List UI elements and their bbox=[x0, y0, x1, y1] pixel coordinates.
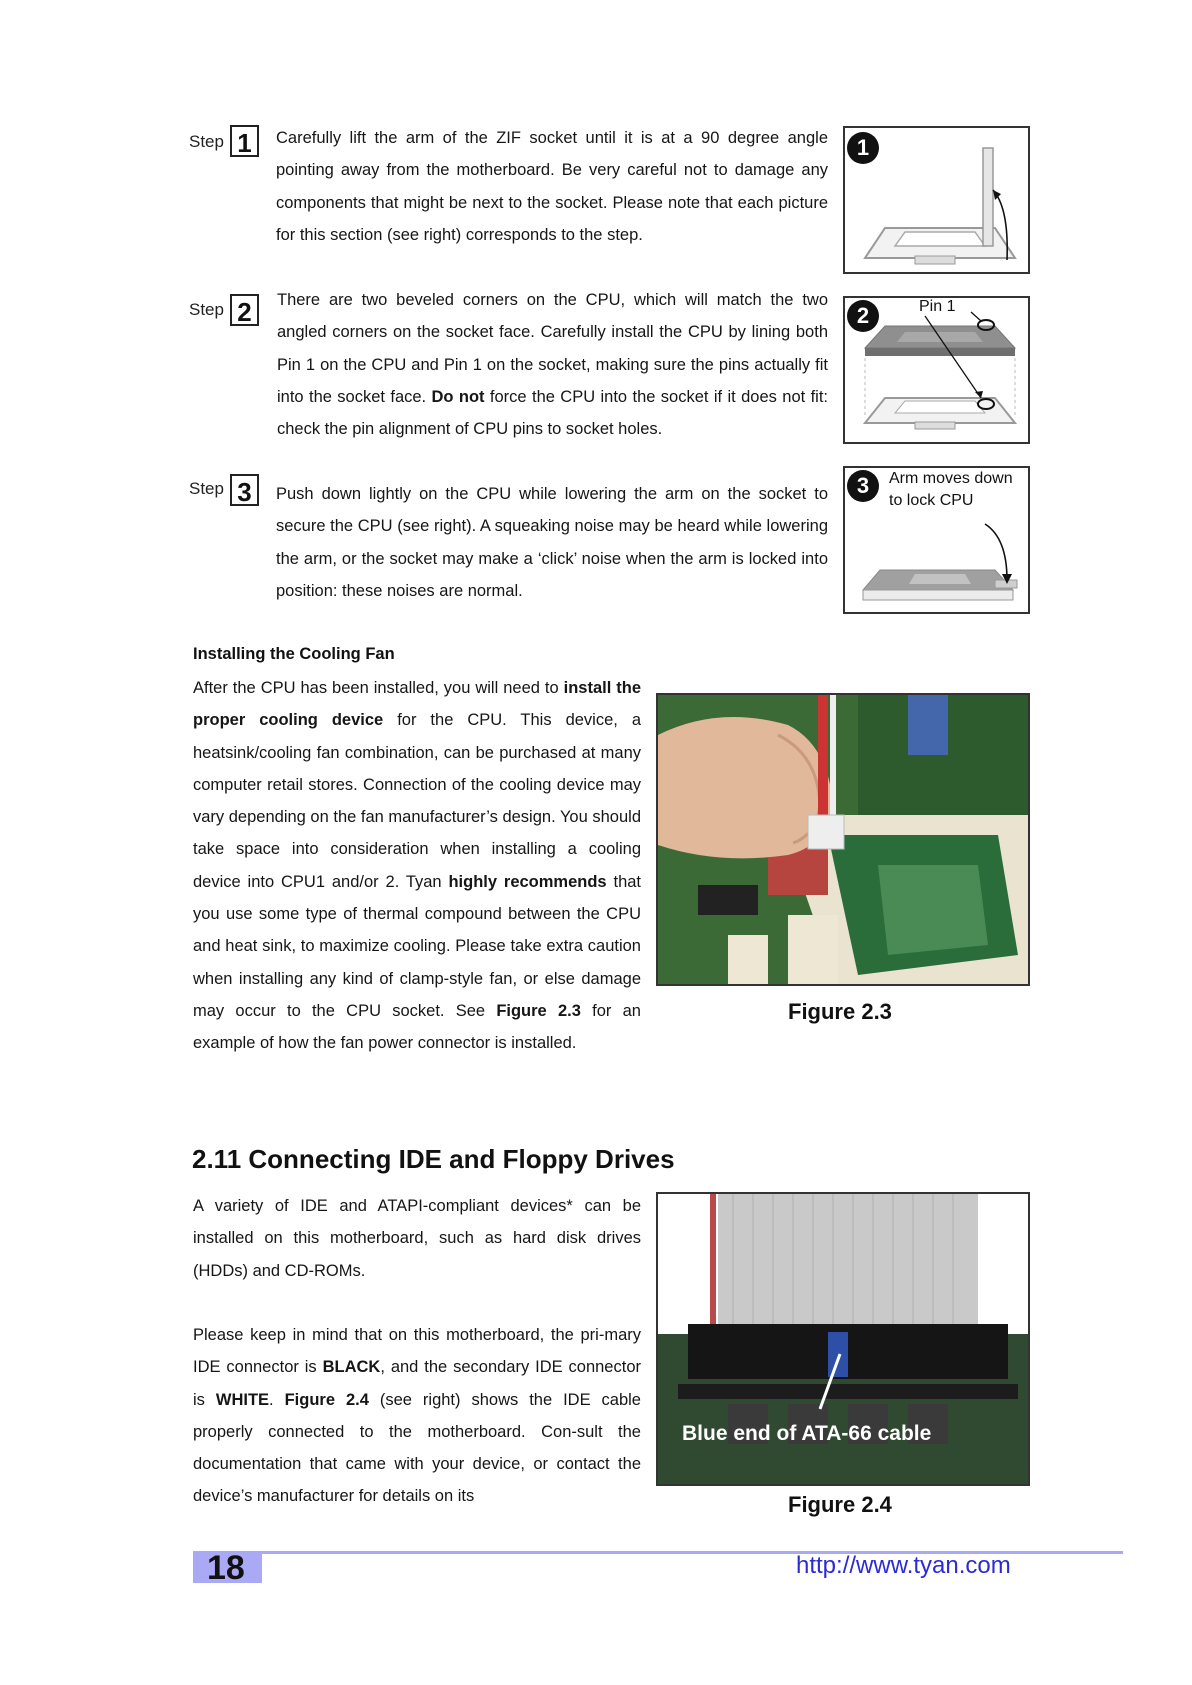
ide-paragraph-1: A variety of IDE and ATAPI-compliant devices* can be installed on this motherboard, such as hard disk drives (HDDs) and CD-ROMs. bbox=[193, 1197, 641, 1280]
step-2-figure bbox=[843, 296, 1030, 444]
figure-2-4-photo bbox=[656, 1192, 1030, 1486]
step-1-badge: 1 bbox=[847, 132, 879, 164]
arm-label-line-2: to lock CPU bbox=[889, 492, 974, 509]
ata66-cable-label: Blue end of ATA-66 cable bbox=[682, 1422, 932, 1445]
ide-paragraph-2: Please keep in mind that on this motherboard, the pri-mary IDE connector is BLACK, and the secondary IDE connector is WHITE. Figure 2.4 (see right) shows the IDE cable properly connected to the motherboard. Con-sult the documentation that came with your device, or contact the device’s manufacturer for details on its bbox=[193, 1326, 641, 1506]
step-1-number: 1 bbox=[230, 125, 259, 157]
pin-1-label: Pin 1 bbox=[919, 298, 956, 315]
step-1-figure bbox=[843, 126, 1030, 274]
figure-2-3-photo bbox=[656, 693, 1030, 986]
page-number: 18 bbox=[207, 1549, 245, 1587]
step-3-text: Push down lightly on the CPU while lowering the arm on the socket to secure the CPU (see right). A squeaking noise may be heard while lowering the arm, or the socket may make a ‘click’ noise when the arm is locked into position: these noises are normal. bbox=[276, 485, 828, 600]
figure-2-4-caption: Figure 2.4 bbox=[788, 1492, 892, 1517]
step-2-badge: 2 bbox=[847, 300, 879, 332]
section-2-11-heading: 2.11 Connecting IDE and Floppy Drives bbox=[192, 1144, 675, 1174]
socket-arm-up-illustration bbox=[845, 128, 1030, 274]
step-2-number: 2 bbox=[230, 294, 259, 326]
footer-url-link[interactable]: http://www.tyan.com bbox=[796, 1552, 1011, 1579]
fan-connector-photo bbox=[658, 695, 1030, 986]
step-1-word: Step bbox=[189, 132, 224, 151]
arm-label-line-1: Arm moves down bbox=[889, 470, 1013, 487]
step-2-word: Step bbox=[189, 300, 224, 319]
step-3-number: 3 bbox=[230, 474, 259, 506]
step-3-badge: 3 bbox=[847, 470, 879, 502]
cpu-locked-illustration bbox=[845, 468, 1030, 614]
figure-2-3-caption: Figure 2.3 bbox=[788, 999, 892, 1024]
cpu-insertion-illustration bbox=[845, 298, 1030, 444]
cooling-fan-paragraph: After the CPU has been installed, you will need to install the proper cooling device for the CPU. This device, a heatsink/cooling fan combination, can be purchased at many computer retail stores. Connection of the cooling device may vary depending on the fan manufacturer’s design. You should take space into consideration when installing a cooling device into CPU1 and/or 2. Tyan highly recommends that you use some type of thermal compound between the CPU and heat sink, to maximize cooling. Please take extra caution when installing any kind of clamp-style fan, or else damage may occur to the CPU socket. See Figure 2.3 for an example of how the fan power connector is installed. bbox=[193, 679, 642, 1053]
cooling-fan-heading: Installing the Cooling Fan bbox=[193, 645, 395, 663]
step-2-text: There are two beveled corners on the CPU, which will match the two angled corners on the socket face. Carefully install the CPU by lining both Pin 1 on the CPU and Pin 1 on the socket, making sure the pins actually fit into the socket face. Do not force the CPU into the socket if it does not fit: check the pin alignment of CPU pins to socket holes. bbox=[277, 291, 829, 439]
step-3-figure bbox=[843, 466, 1030, 614]
step-1-text: Carefully lift the arm of the ZIF socket until it is at a 90 degree angle pointing away from the motherboard. Be very careful not to damage any components that might be next to the socket. Please note that each picture for this section (see right) corresponds to the step. bbox=[276, 129, 828, 244]
step-3-word: Step bbox=[189, 479, 224, 498]
